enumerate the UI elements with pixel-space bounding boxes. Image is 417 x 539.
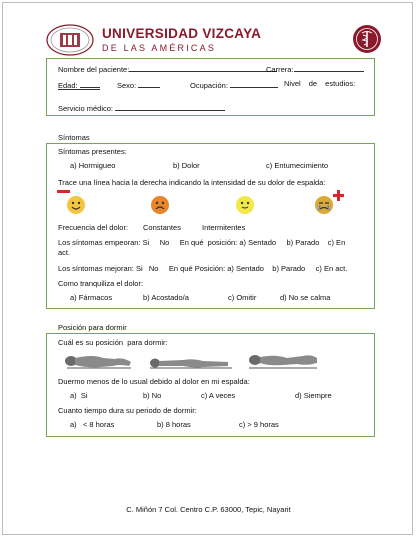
sleep-duration-question: Cuanto tiempo dura su periodo de dormir: <box>58 406 197 415</box>
sleep-stomach-figure[interactable] <box>247 350 319 370</box>
sleep-section-title: Posición para dormir <box>58 323 127 332</box>
age-line[interactable] <box>80 79 100 88</box>
symptoms-section-title: Síntomas <box>58 133 90 142</box>
medical-service-field[interactable] <box>58 102 225 113</box>
pain-frequency-label: Frecuencia del dolor: <box>58 223 129 232</box>
university-name: UNIVERSIDAD VIZCAYA <box>102 26 262 41</box>
symptoms-improve-question: Los síntomas mejoran: Si No En qué Posición: a) Sentado b) Parado c) En act. <box>58 264 348 273</box>
option-dolor[interactable]: b) Dolor <box>173 161 200 170</box>
age-label: Edad: <box>58 81 78 90</box>
option-intermitentes[interactable]: Intermitentes <box>202 223 246 232</box>
option-si[interactable]: a) Si <box>70 391 88 400</box>
education-label: Nivel de estudios: <box>284 79 356 88</box>
career-label: Carrera: <box>266 65 294 74</box>
option-hormigueo[interactable]: a) Hormigueo <box>70 161 116 170</box>
career-line[interactable] <box>294 63 364 72</box>
medical-service-line[interactable] <box>115 102 225 111</box>
sleep-position-question: Cuál es su posición para dormir: <box>58 338 168 347</box>
sex-label: Sexo: <box>117 81 137 90</box>
sad-face-icon <box>151 196 169 214</box>
option-siempre[interactable]: d) Siempre <box>295 391 332 400</box>
university-subtitle: DE LAS AMÉRICAS <box>102 43 217 53</box>
option-more-9-hours[interactable]: c) > 9 horas <box>239 420 279 429</box>
less-sleep-question: Duermo menos de lo usual debido al dolor en mi espalda: <box>58 377 250 386</box>
symptoms-worsen-question: Los síntomas empeoran: Si No En qué posición: a) Sentado b) Parado c) En <box>58 238 346 247</box>
footer-address: C. Miñón 7 Col. Centro C.P. 63000, Tepic, Nayarit <box>126 505 291 514</box>
minus-icon <box>57 190 70 193</box>
option-no[interactable]: b) No <box>143 391 162 400</box>
symptoms-worsen-continued: act. <box>58 248 71 257</box>
patient-name-line[interactable] <box>129 63 277 72</box>
education-field[interactable] <box>284 79 355 88</box>
medical-service-label: Servicio médico: <box>58 104 114 113</box>
plus-icon <box>333 190 344 201</box>
option-no-se-calma[interactable]: d) No se calma <box>280 293 331 302</box>
occupation-field[interactable] <box>190 79 278 90</box>
patient-name-field[interactable] <box>58 63 277 74</box>
occupation-label: Ocupación: <box>190 81 228 90</box>
sex-line[interactable] <box>138 79 160 88</box>
smile-face-icon <box>236 196 254 214</box>
occupation-line[interactable] <box>230 79 278 88</box>
university-crest-icon <box>46 24 94 56</box>
option-a-veces[interactable]: c) A veces <box>201 391 236 400</box>
option-entumecimiento[interactable]: c) Entumecimiento <box>266 161 329 170</box>
option-omitir[interactable]: c) Omitir <box>228 293 257 302</box>
education-line[interactable] <box>58 89 100 90</box>
sleep-side-figure[interactable] <box>63 352 133 370</box>
caduceus-seal-icon <box>352 24 382 54</box>
sleep-back-figure[interactable] <box>148 354 233 370</box>
option-less-8-hours[interactable]: a) < 8 horas <box>70 420 115 429</box>
sex-field[interactable] <box>117 79 160 90</box>
option-constantes[interactable]: Constantes <box>143 223 181 232</box>
patient-name-label: Nombre del paciente: <box>58 65 130 74</box>
option-farmacos[interactable]: a) Fármacos <box>70 293 113 302</box>
crying-face-icon <box>315 196 333 214</box>
option-acostado[interactable]: b) Acostado/a <box>143 293 189 302</box>
happy-face-icon <box>67 196 85 214</box>
career-field[interactable] <box>266 63 364 74</box>
symptoms-present-label: Síntomas presentes: <box>58 147 127 156</box>
option-8-hours[interactable]: b) 8 horas <box>157 420 191 429</box>
pain-intensity-instruction: Trace una línea hacia la derecha indicando la intensidad de su dolor de espalda: <box>58 178 326 187</box>
calm-pain-label: Como tranquiliza el dolor: <box>58 279 144 288</box>
